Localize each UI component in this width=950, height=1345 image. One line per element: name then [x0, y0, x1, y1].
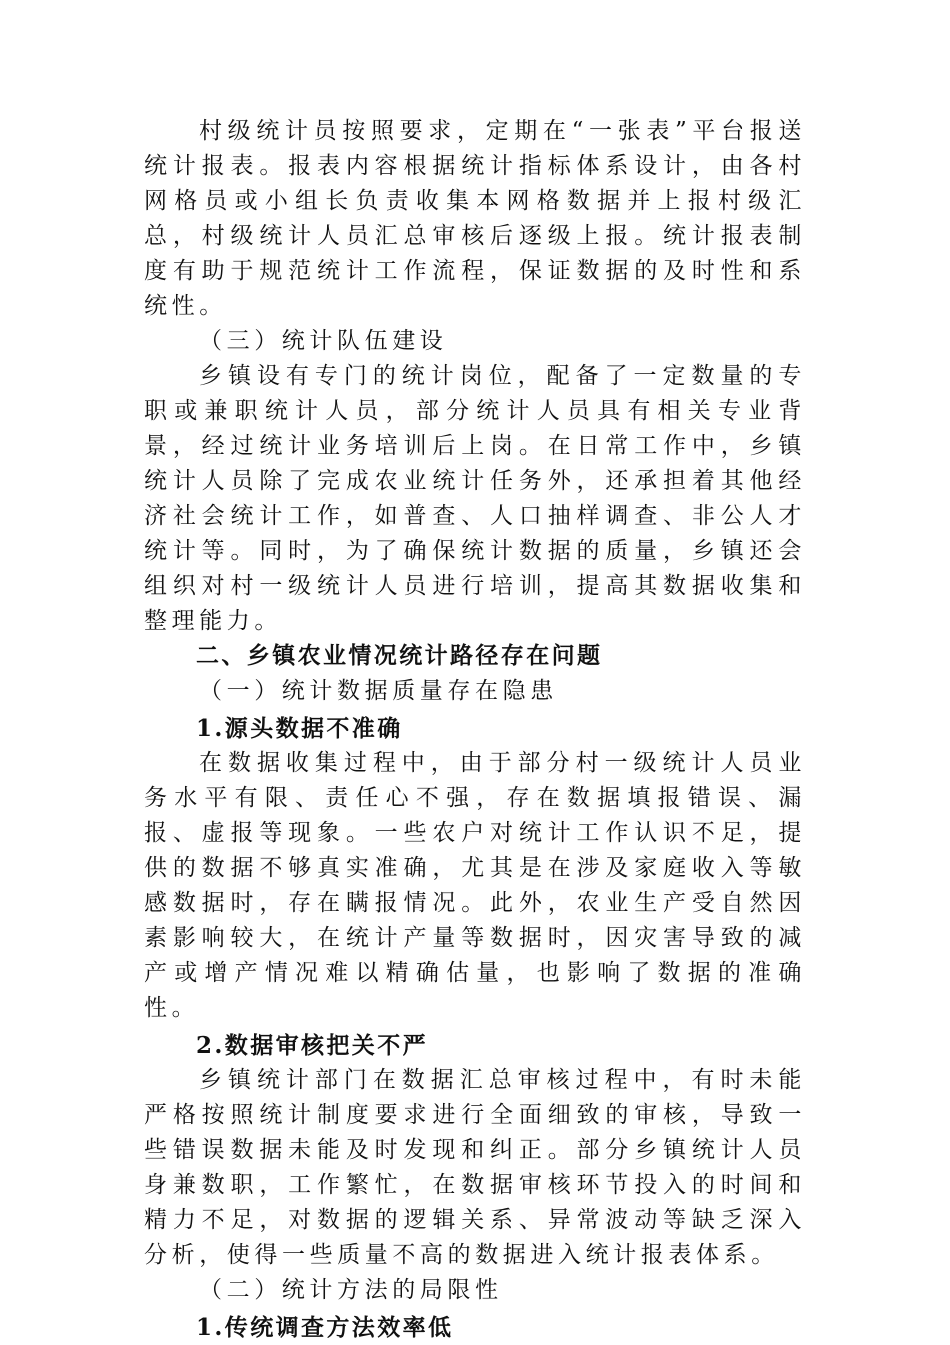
heading-source-data: 1.源头数据不准确 — [196, 715, 403, 742]
heading-traditional-survey: 1.传统调查方法效率低 — [196, 1314, 454, 1341]
heading-method-limits: （二）统计方法的局限性 — [199, 1277, 503, 1303]
heading-data-quality: （一）统计数据质量存在隐患 — [199, 678, 558, 704]
heading-section-problems: 二、乡镇农业情况统计路径存在问题 — [196, 643, 603, 669]
paragraph-source-data: 在数据收集过程中，由于部分村一级统计人员业务水平有限、责任心不强，存在数据填报错误、漏报、虚报等现象。一些农户对统计工作认识不足，提供的数据不够真实准确，尤其是在涉及家庭收入等敏感数据时，存在瞒报情况。此外，农业生产受自然因素影响较大，在统计产量等数据时，因灾害导致的减产或增产情况难以精确估量，也影响了数据的准确性。 — [144, 750, 806, 1021]
heading-team-building: （三）统计队伍建设 — [199, 328, 448, 354]
paragraph-data-review: 乡镇统计部门在数据汇总审核过程中，有时未能严格按照统计制度要求进行全面细致的审核，导致一些错误数据未能及时发现和纠正。部分乡镇统计人员身兼数职，工作繁忙，在数据审核环节投入的时间和精力不足，对数据的逻辑关系、异常波动等缺乏深入分析，使得一些质量不高的数据进入统计报表体系。 — [144, 1067, 806, 1268]
document-body — [144, 114, 806, 1345]
heading-data-review: 2.数据审核把关不严 — [196, 1032, 429, 1059]
paragraph-team: 乡镇设有专门的统计岗位，配备了一定数量的专职或兼职统计人员，部分统计人员具有相关专业背景，经过统计业务培训后上岗。在日常工作中，乡镇统计人员除了完成农业统计任务外，还承担着其他经济社会统计工作，如普查、人口抽样调查、非公人才统计等。同时，为了确保统计数据的质量，乡镇还会组织对村一级统计人员进行培训，提高其数据收集和整理能力。 — [144, 363, 806, 634]
paragraph-reporting: 村级统计员按照要求，定期在“一张表”平台报送统计报表。报表内容根据统计指标体系设计，由各村网格员或小组长负责收集本网格数据并上报村级汇总，村级统计人员汇总审核后逐级上报。统计报表制度有助于规范统计工作流程，保证数据的及时性和系统性。 — [144, 118, 806, 319]
